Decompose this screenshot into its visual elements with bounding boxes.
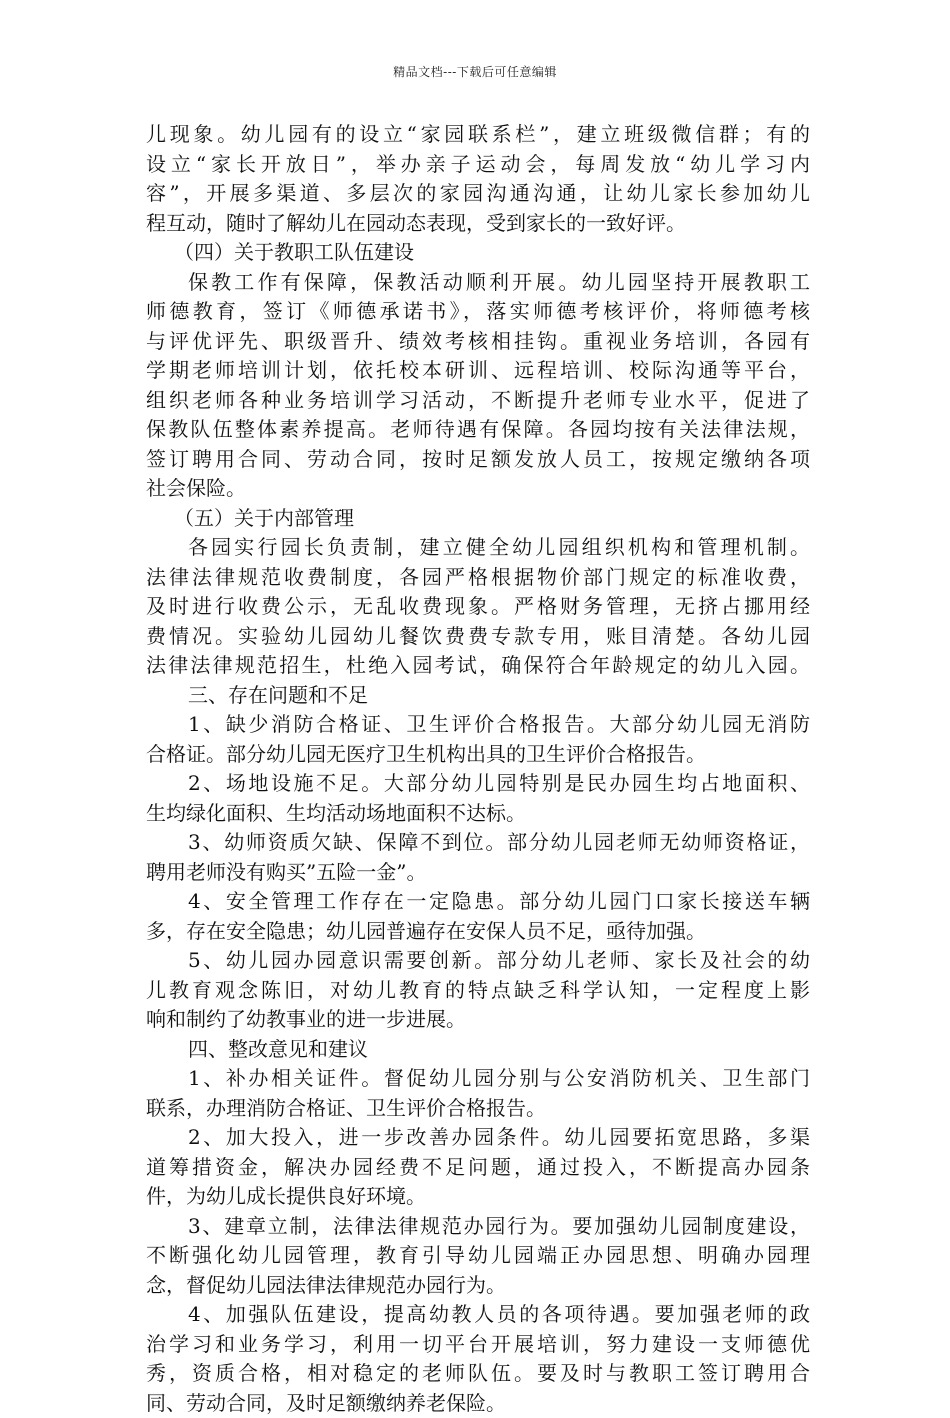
- text-line: 学期老师培训计划，依托校本研训、远程培训、校际沟通等平台，: [146, 356, 810, 386]
- section-heading: （四）关于教职工队伍建设: [146, 238, 810, 268]
- text-line: 与评优评先、职级晋升、绩效考核相挂钩。重视业务培训，各园有: [146, 327, 810, 357]
- text-line: 同、劳动合同，及时足额缴纳养老保险。: [146, 1389, 810, 1418]
- section-heading: 三、存在问题和不足: [146, 681, 810, 711]
- document-body: [146, 120, 810, 1418]
- text-line: 保教工作有保障，保教活动顺利开展。幼儿园坚持开展教职工: [146, 268, 810, 298]
- text-line: 3、幼师资质欠缺、保障不到位。部分幼儿园老师无幼师资格证，: [146, 828, 810, 858]
- text-line: 1、补办相关证件。督促幼儿园分别与公安消防机关、卫生部门: [146, 1064, 810, 1094]
- text-line: 合格证。部分幼儿园无医疗卫生机构出具的卫生评价合格报告。: [146, 740, 810, 770]
- text-line: 3、建章立制，法律法律规范办园行为。要加强幼儿园制度建设，: [146, 1212, 810, 1242]
- text-line: 保教队伍整体素养提高。老师待遇有保障。各园均按有关法律法规，: [146, 415, 810, 445]
- page-header: 精品文档---下载后可任意编辑: [0, 64, 950, 80]
- section-heading: 四、整改意见和建议: [146, 1035, 810, 1065]
- text-line: 儿现象。幼儿园有的设立“家园联系栏”，建立班级微信群；有的: [146, 120, 810, 150]
- text-line: 2、场地设施不足。大部分幼儿园特别是民办园生均占地面积、: [146, 769, 810, 799]
- text-line: 容”，开展多渠道、多层次的家园沟通沟通，让幼儿家长参加幼儿: [146, 179, 810, 209]
- text-line: 生均绿化面积、生均活动场地面积不达标。: [146, 799, 810, 829]
- text-line: 1、缺少消防合格证、卫生评价合格报告。大部分幼儿园无消防: [146, 710, 810, 740]
- text-line: 联系，办理消防合格证、卫生评价合格报告。: [146, 1094, 810, 1124]
- text-line: 各园实行园长负责制，建立健全幼儿园组织机构和管理机制。: [146, 533, 810, 563]
- text-line: 道筹措资金，解决办园经费不足问题，通过投入，不断提高办园条: [146, 1153, 810, 1183]
- text-line: 响和制约了幼教事业的进一步进展。: [146, 1005, 810, 1035]
- text-line: 设立“家长开放日”，举办亲子运动会，每周发放“幼儿学习内: [146, 150, 810, 180]
- text-line: 4、安全管理工作存在一定隐患。部分幼儿园门口家长接送车辆: [146, 887, 810, 917]
- text-line: 秀，资质合格，相对稳定的老师队伍。要及时与教职工签订聘用合: [146, 1359, 810, 1389]
- text-line: 儿教育观念陈旧，对幼儿教育的特点缺乏科学认知，一定程度上影: [146, 976, 810, 1006]
- text-line: 5、幼儿园办园意识需要创新。部分幼儿老师、家长及社会的幼: [146, 946, 810, 976]
- text-line: 件，为幼儿成长提供良好环境。: [146, 1182, 810, 1212]
- text-line: 签订聘用合同、劳动合同，按时足额发放人员工，按规定缴纳各项: [146, 445, 810, 475]
- text-line: 2、加大投入，进一步改善办园条件。幼儿园要拓宽思路，多渠: [146, 1123, 810, 1153]
- text-line: 法律法律规范收费制度，各园严格根据物价部门规定的标准收费，: [146, 563, 810, 593]
- text-line: 不断强化幼儿园管理，教育引导幼儿园端正办园思想、明确办园理: [146, 1241, 810, 1271]
- section-heading: （五）关于内部管理: [146, 504, 810, 534]
- text-line: 聘用老师没有购买”五险一金”。: [146, 858, 810, 888]
- text-line: 师德教育，签订《师德承诺书》，落实师德考核评价，将师德考核: [146, 297, 810, 327]
- text-line: 程互动，随时了解幼儿在园动态表现，受到家长的一致好评。: [146, 209, 810, 239]
- text-line: 多，存在安全隐患；幼儿园普遍存在安保人员不足，亟待加强。: [146, 917, 810, 947]
- text-line: 社会保险。: [146, 474, 810, 504]
- text-line: 念，督促幼儿园法律法律规范办园行为。: [146, 1271, 810, 1301]
- text-line: 法律法律规范招生，杜绝入园考试，确保符合年龄规定的幼儿入园。: [146, 651, 810, 681]
- text-line: 组织老师各种业务培训学习活动，不断提升老师专业水平，促进了: [146, 386, 810, 416]
- text-line: 及时进行收费公示，无乱收费现象。严格财务管理，无挤占挪用经: [146, 592, 810, 622]
- text-line: 治学习和业务学习，利用一切平台开展培训，努力建设一支师德优: [146, 1330, 810, 1360]
- text-line: 4、加强队伍建设，提高幼教人员的各项待遇。要加强老师的政: [146, 1300, 810, 1330]
- text-line: 费情况。实验幼儿园幼儿餐饮费费专款专用，账目清楚。各幼儿园: [146, 622, 810, 652]
